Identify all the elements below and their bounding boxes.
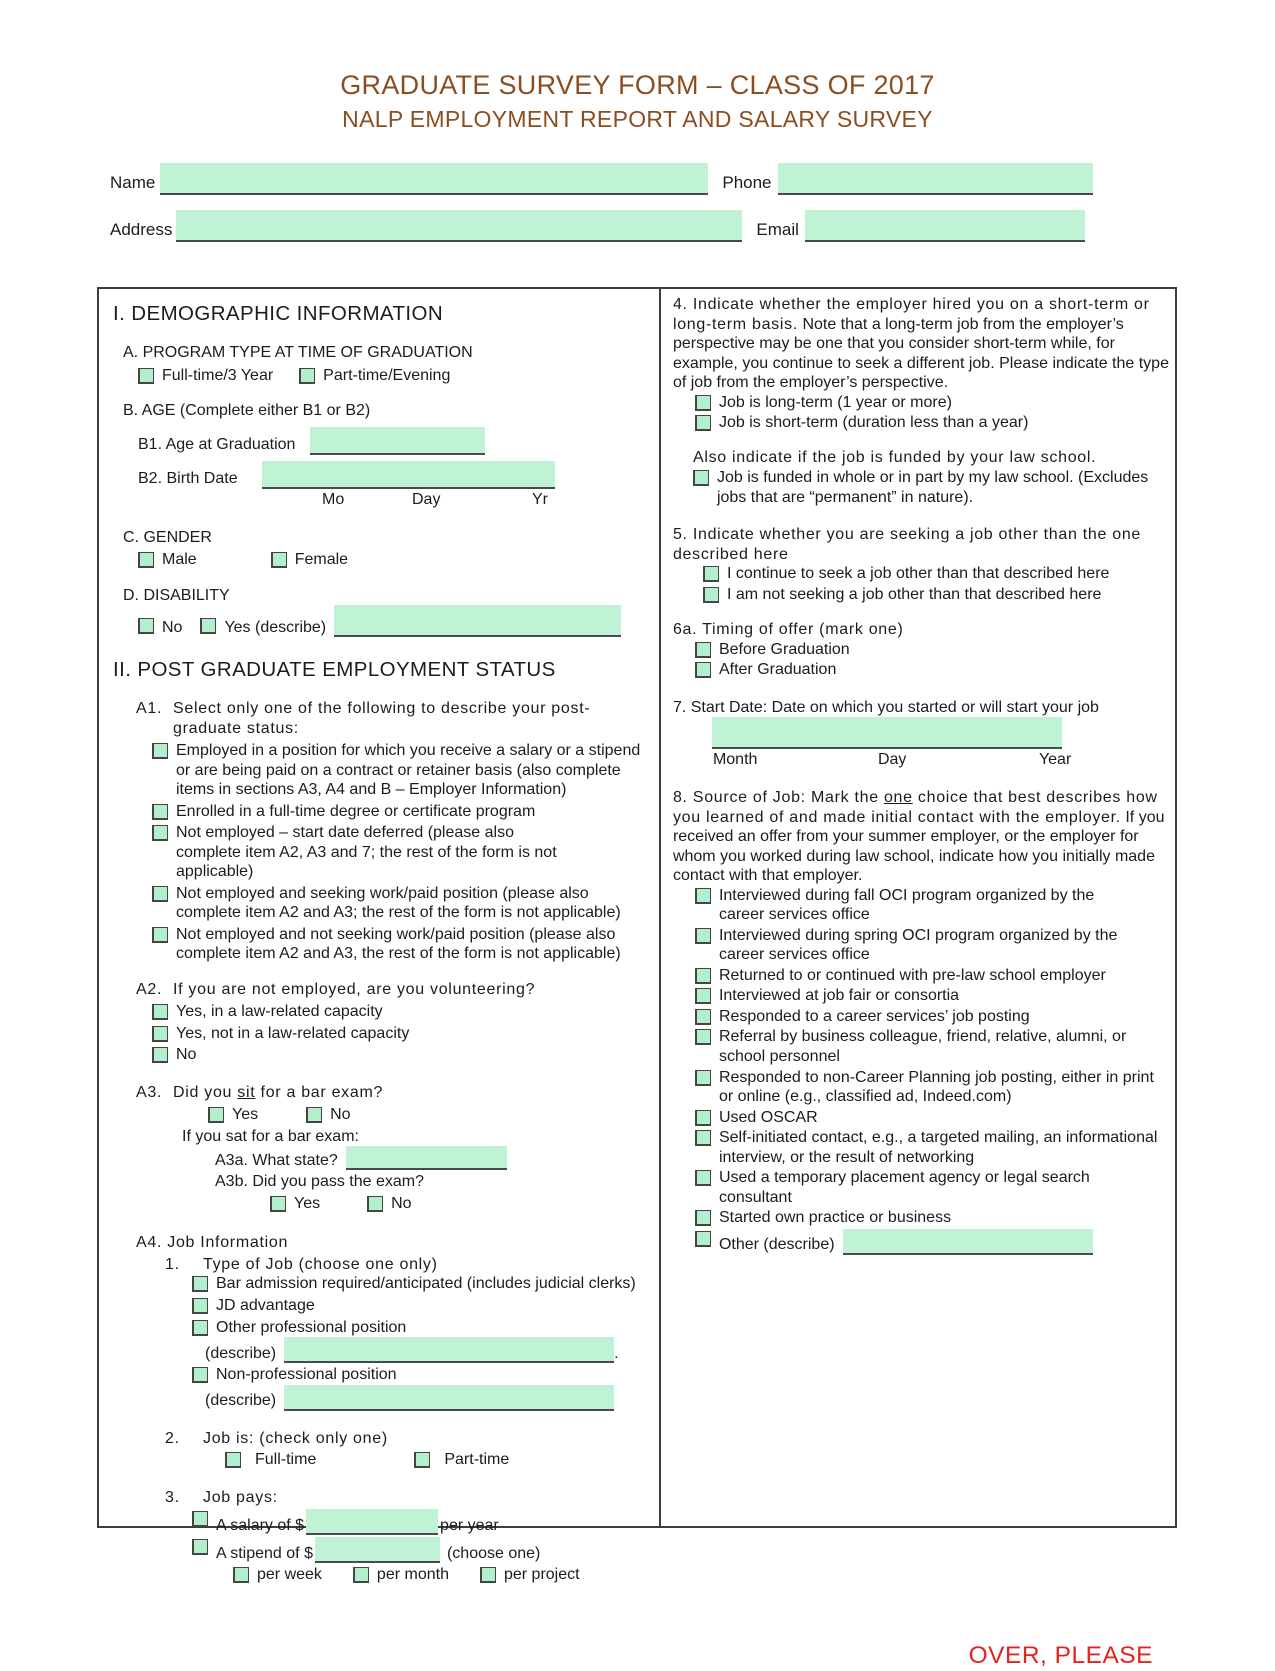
phone-label: Phone [722,173,772,192]
q7-text: 7. Start Date: Date on which you started or will start your job [672,698,1099,716]
checkbox-disability-yes[interactable] [200,618,216,634]
option-row [695,1168,1169,1207]
option-label: per month [376,1566,449,1584]
day-unit-label: Day [877,751,907,769]
option-row [192,1365,651,1385]
option-label: Other professional position [216,1318,407,1336]
option-label: Interviewed during spring OCI program organized by the career services office [718,926,1118,964]
checkbox-not-seeking-other[interactable] [703,587,719,603]
checkbox-temp-agency[interactable] [695,1170,711,1186]
start-date-field[interactable] [712,717,1062,749]
a3-number: A3. [136,1083,163,1101]
item-number: 3. [165,1488,180,1506]
phone-field[interactable] [778,163,1093,195]
disability-options [138,605,651,637]
address-field[interactable] [176,210,742,242]
name-field[interactable] [160,163,708,195]
checkbox-salary[interactable] [192,1511,208,1527]
checkbox-used-oscar[interactable] [695,1110,711,1126]
left-column [99,289,659,1584]
a1-question-text: Select only one of the following to describe your post-graduate status: [173,700,591,737]
checkbox-non-career-planning-posting[interactable] [695,1070,711,1086]
option-row [367,1194,411,1214]
option-label: No [162,618,183,636]
stipend-frequency-options [233,1565,651,1585]
job-is-heading [165,1429,651,1449]
address-email-row [110,210,1102,242]
option-label: No [330,1106,351,1124]
question-4 [673,295,1169,507]
name-label: Name [110,173,156,192]
checkbox-continue-to-seek[interactable] [703,566,719,582]
start-date-units [673,750,1169,770]
checkbox-per-project[interactable] [480,1567,496,1583]
option-row [695,1068,1169,1107]
checkbox-full-time-3-year[interactable] [138,368,154,384]
option-row [695,640,1169,660]
age-at-graduation-row [138,427,651,455]
section-age [113,401,651,510]
option-row [695,1027,1169,1066]
option-row [695,886,1169,925]
a3b-label: A3b. Did you pass the exam? [215,1173,425,1191]
option-row [414,1450,509,1470]
a3-question-text: Did you sit for a bar exam? [173,1083,384,1101]
disability-describe-field[interactable] [334,605,621,637]
stipend-row [192,1537,651,1563]
spacer [316,1450,414,1470]
option-row [353,1565,449,1585]
period: . [614,1344,619,1362]
option-label: Job is funded in whole or in part by my law school. (Excludes jobs that are “permanent” in nature). [716,469,1149,506]
checkbox-female[interactable] [271,552,287,568]
option-label: Interviewed during fall OCI program organized by the career services office [718,886,1095,924]
section-demographic-title: I. DEMOGRAPHIC INFORMATION [113,302,444,325]
checkbox-fall-oci[interactable] [695,888,711,904]
option-row [695,986,1169,1006]
non-professional-describe-row [205,1385,651,1411]
checkbox-pre-law-school-employer[interactable] [695,968,711,984]
item-number: 1. [165,1255,180,1273]
gender-title: C. GENDER [123,528,212,546]
option-label: Part-time [444,1451,510,1469]
job-pays-heading [165,1488,651,1508]
option-row [233,1565,322,1585]
option-label: Non-professional position [216,1366,397,1384]
option-row [192,1318,651,1338]
q8-text: 8. Source of Job: Mark the one choice that best describes how you learned of and made initial contact with the employer. If you received an offer from your summer employer, or the employer for whom you worked during law school, indicate how you initially made contact with that employer. [672,789,1165,885]
email-field[interactable] [805,210,1085,242]
checkbox-career-services-posting[interactable] [695,1009,711,1025]
section-disability [113,586,651,638]
checkbox-not-employed-not-seeking[interactable] [152,927,168,943]
stipend-suffix: (choose one) [446,1544,541,1562]
other-professional-describe-row [205,1337,651,1363]
checkbox-not-employed-seeking[interactable] [152,886,168,902]
a1-number: A1. [136,700,163,718]
checkbox-pass-exam-no[interactable] [367,1196,383,1212]
option-label: Yes, not in a law-related capacity [176,1024,410,1042]
checkbox-per-month[interactable] [353,1567,369,1583]
a2-number: A2. [136,980,163,998]
checkbox-funded-by-law-school[interactable] [693,470,709,486]
q4-text: 4. Indicate whether the employer hired you on a short-term or long-term basis. Note that a long-term job from the employer’s perspective may be one that you consider short-term while, for example, you continue to seek a different job. Please indicate the type of job from the employer’s perspective. [672,296,1169,392]
option-label: After Graduation [718,661,837,679]
option-label: per project [503,1566,580,1584]
option-label: No [391,1194,412,1212]
checkbox-enrolled-degree-program[interactable] [152,804,168,820]
a2-question [136,980,651,1000]
question-a3 [113,1083,651,1214]
option-label: Responded to non-Career Planning job posting, either in print or online (e.g., classified ad, Indeed.com) [718,1068,1154,1106]
option-label: I am not seeking a job other than that described here [726,585,1102,603]
non-professional-describe-field[interactable] [284,1385,614,1411]
option-label: per week [257,1566,322,1584]
question-8 [673,788,1169,1254]
describe-label: (describe) [205,1392,277,1410]
job-pays-title: Job pays: [203,1488,278,1506]
over-please-note: OVER, PLEASE [968,1642,1153,1669]
address-label: Address [110,220,173,239]
checkbox-spring-oci[interactable] [695,928,711,944]
option-label: Yes, in a law-related capacity [176,1003,383,1021]
underlined-word: one [883,789,913,807]
question-a4 [113,1233,651,1584]
option-row [192,1274,651,1294]
checkbox-job-part-time[interactable] [414,1452,430,1468]
if-sat-line: If you sat for a bar exam: [182,1127,359,1145]
option-row [152,1002,651,1022]
option-label: Not employed – start date deferred (please also complete item A2, A3 and 7; the rest of the form is not applicable) [176,824,557,881]
email-label: Email [756,220,799,239]
a3a-row [215,1146,651,1170]
year-unit-label: Year [1038,751,1072,769]
b2-label: B2. Birth Date [138,470,238,488]
bar-state-field[interactable] [346,1146,507,1170]
option-row [695,1007,1169,1027]
a1-question [136,699,651,738]
option-row [695,1128,1169,1167]
a3-question [136,1083,651,1103]
option-row [306,1105,350,1125]
bar-exam-yes-no [208,1105,651,1125]
option-label: Before Graduation [718,640,850,658]
checkbox-other-professional[interactable] [192,1320,208,1336]
q4-also-text: Also indicate if the job is funded by your law school. [692,448,1097,466]
option-label: Employed in a position for which you receive a salary or a stipend or are being paid on a contract or retainer basis (also complete items in sections A3, A4 and B – Employer Information) [176,742,641,799]
question-5 [673,525,1169,604]
question-a1 [113,699,651,964]
option-row [152,1024,651,1044]
option-row [152,741,651,800]
question-7 [673,698,1169,771]
program-type-options [138,366,651,386]
salary-amount-field[interactable] [306,1509,438,1535]
option-row [703,585,1169,605]
option-label: Enrolled in a full-time degree or certificate program [176,802,536,820]
option-row [152,925,651,964]
option-label: Bar admission required/anticipated (includes judicial clerks) [216,1275,636,1293]
option-label: Used OSCAR [718,1108,818,1126]
question-a2 [113,980,651,1065]
option-row [152,802,651,822]
option-label: Female [294,551,349,569]
option-label: Job is long-term (1 year or more) [718,393,952,411]
option-label: Interviewed at job fair or consortia [718,987,960,1005]
checkbox-jd-advantage[interactable] [192,1298,208,1314]
checkbox-non-professional[interactable] [192,1367,208,1383]
option-label: JD advantage [216,1296,315,1314]
salary-row [192,1509,651,1535]
checkbox-before-graduation[interactable] [695,642,711,658]
birth-date-units [113,490,651,510]
checkbox-job-long-term[interactable] [695,395,711,411]
option-label: I continue to seek a job other than that described here [726,565,1110,583]
checkbox-bar-exam-no[interactable] [306,1107,322,1123]
contact-block [110,163,1102,242]
option-row [695,660,1169,680]
right-column [659,289,1175,1669]
other-label: Other (describe) [718,1236,835,1254]
a3a-label: A3a. What state? [215,1151,338,1169]
gender-options [138,550,651,570]
stipend-label: A stipend of $ [216,1544,313,1562]
start-date-row [712,717,1169,749]
checkbox-bar-admission-required[interactable] [192,1276,208,1292]
option-label: Yes [232,1106,259,1124]
option-label: Job is short-term (duration less than a year) [718,414,1029,432]
underlined-word: sit [237,1083,256,1101]
option-row [270,1194,320,1214]
section-employment-title: II. POST GRADUATE EMPLOYMENT STATUS [113,658,556,682]
birth-date-field[interactable] [262,461,555,489]
month-unit-label: Mo [322,490,345,508]
a2-question-text: If you are not employed, are you volunteering? [173,980,536,998]
checkbox-not-employed-deferred[interactable] [152,825,168,841]
option-label: Male [162,551,197,569]
checkbox-job-fair-consortia[interactable] [695,988,711,1004]
option-row [480,1565,580,1585]
checkbox-after-graduation[interactable] [695,662,711,678]
other-source-describe-field[interactable] [843,1229,1093,1255]
option-row [695,1208,1169,1228]
option-row [192,1296,651,1316]
option-label: Full-time/3 Year [162,366,274,384]
option-label: Not employed and seeking work/paid position (please also complete item A2 and A3; the rest of the form is not applicable) [176,884,621,922]
option-row [208,1105,258,1125]
question-6a [673,620,1169,680]
option-row [695,926,1169,965]
option-label: Yes [294,1194,321,1212]
page-subtitle: NALP EMPLOYMENT REPORT AND SALARY SURVEY [342,106,933,132]
option-label: Full-time [255,1451,317,1469]
age-at-graduation-field[interactable] [310,427,485,455]
option-row [152,823,651,882]
job-is-title: Job is: (check only one) [203,1429,388,1447]
job-type-title: Type of Job (choose one only) [203,1255,438,1273]
job-type-heading [165,1255,651,1275]
checkbox-other-source[interactable] [695,1231,711,1247]
checkbox-stipend[interactable] [192,1539,208,1555]
checkbox-bar-exam-yes[interactable] [208,1107,224,1123]
checkbox-own-practice[interactable] [695,1210,711,1226]
option-label: Returned to or continued with pre-law school employer [718,966,1106,984]
b1-label: B1. Age at Graduation [138,436,296,454]
checkbox-part-time-evening[interactable] [299,368,315,384]
q5-text: 5. Indicate whether you are seeking a job other than the one described here [672,526,1142,563]
checkbox-job-short-term[interactable] [695,415,711,431]
section-program-type [113,343,651,385]
pass-exam-yes-no [270,1194,651,1214]
form-table [97,287,1177,1669]
birth-date-row [138,461,651,489]
option-label: Responded to a career services’ job posting [718,1007,1030,1025]
option-label: Self-initiated contact, e.g., a targeted mailing, an informational interview, or the result of networking [718,1129,1158,1166]
a3b-row [215,1172,651,1192]
checkbox-volunteer-no[interactable] [152,1047,168,1063]
other-source-row [695,1229,1169,1255]
option-row [225,1450,316,1470]
option-row [693,468,1169,507]
month-unit-label: Month [712,751,758,769]
age-title: B. AGE (Complete either B1 or B2) [123,402,371,420]
page-title: GRADUATE SURVEY FORM – CLASS OF 2017 [340,70,935,100]
salary-suffix: per year [440,1516,499,1534]
section-gender [113,528,651,570]
stipend-amount-field[interactable] [315,1537,440,1563]
option-label: No [176,1046,197,1064]
item-number: 2. [165,1429,180,1447]
checkbox-volunteer-not-law-related[interactable] [152,1026,168,1042]
option-label: Not employed and not seeking work/paid position (please also complete item A2 and A3, the rest of the form is not applicable) [176,925,621,963]
option-row [695,393,1169,413]
option-label: Part-time/Evening [323,366,451,384]
option-row [152,1045,651,1065]
checkbox-per-week[interactable] [233,1567,249,1583]
option-label: Started own practice or business [718,1209,952,1227]
checkbox-male[interactable] [138,552,154,568]
checkbox-volunteer-law-related[interactable] [152,1004,168,1020]
checkbox-disability-no[interactable] [138,618,154,634]
checkbox-referral[interactable] [695,1029,711,1045]
year-unit-label: Yr [532,490,548,508]
checkbox-pass-exam-yes[interactable] [270,1196,286,1212]
checkbox-employed-salary-stipend[interactable] [152,743,168,759]
full-part-time-options [225,1450,651,1470]
salary-label: A salary of $ [216,1516,305,1534]
q6a-title: 6a. Timing of offer (mark one) [672,621,904,639]
option-row [695,1108,1169,1128]
describe-label: (describe) [205,1344,277,1362]
day-unit-label: Day [412,490,441,508]
a4-title: A4. Job Information [136,1234,289,1252]
program-type-title: A. PROGRAM TYPE AT TIME OF GRADUATION [123,344,473,361]
option-row [695,966,1169,986]
option-row [703,564,1169,584]
option-label: Used a temporary placement agency or legal search consultant [718,1169,1090,1206]
other-professional-describe-field[interactable] [284,1337,614,1363]
checkbox-job-full-time[interactable] [225,1452,241,1468]
disability-title: D. DISABILITY [123,586,230,604]
checkbox-self-initiated-contact[interactable] [695,1130,711,1146]
option-row [695,413,1169,433]
option-label: Yes (describe) [224,618,327,636]
option-row [152,884,651,923]
option-label: Referral by business colleague, friend, relative, alumni, or school personnel [718,1028,1127,1065]
name-phone-row [110,163,1102,195]
